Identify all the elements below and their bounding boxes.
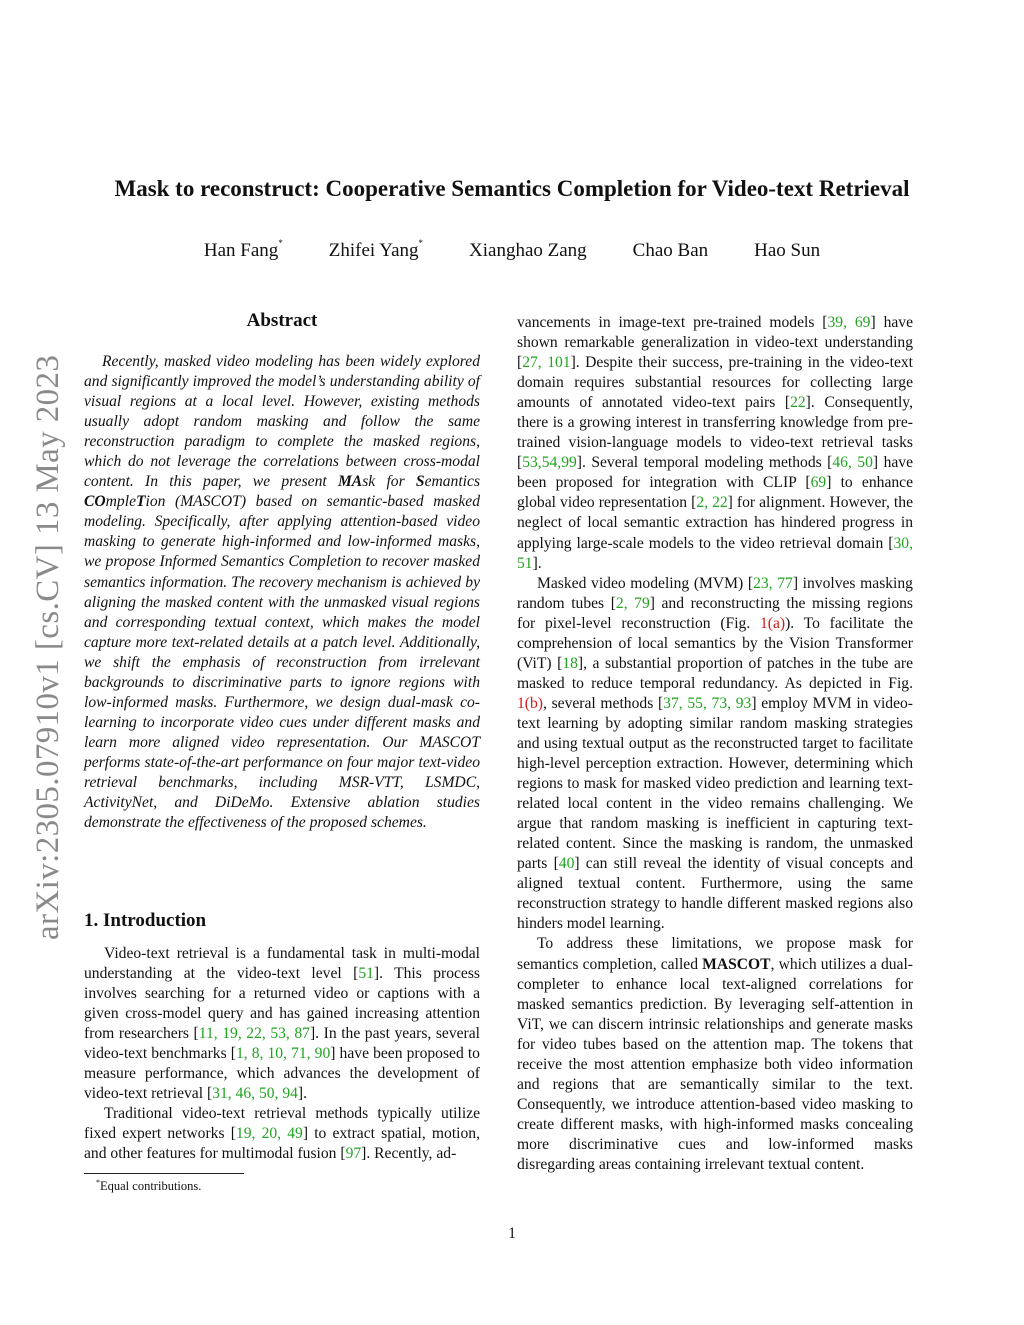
citation-link[interactable]: 97 <box>345 1145 362 1163</box>
footnote: *Equal contributions. <box>96 1178 202 1194</box>
citation-link[interactable]: 31, 46, 50, 94 <box>212 1085 298 1103</box>
citation-link[interactable]: 30, 51 <box>517 534 913 572</box>
arxiv-identifier: arXiv:2305.07910v1 [cs.CV] 13 May 2023 <box>30 354 66 940</box>
paragraph: To address these limitations, we propose mask for semantics completion, called MASCOT, which utilizes a dual-completer to enhance local text-aligned correlations for masked semantics prediction. By leveraging self-attention in ViT, we can discern intrinsic relationships and generate masks for video tubes based on the attention map. The tokens that receive the most attention emphasize both video information and regions that are semantically similar to the text. Consequently, we introduce attention-based video masking to create different masks, with high-informed masks concealing more discriminative cues and low-informed masks disregarding areas containing irrelevant textual content. <box>517 935 914 1173</box>
citation-link[interactable]: 23, 77 <box>753 574 793 592</box>
citation-link[interactable]: 1, 8, 10, 71, 90 <box>235 1045 331 1063</box>
citation-link[interactable]: 40 <box>558 855 575 873</box>
paragraph: vancements in image-text pre-trained models [39, 69] have shown remarkable generalization in video-text understanding [27, 101]. Despite their success, pre-training in the video-text domain requires substantial resources for collecting large amounts of annotated video-text pairs [22]. Consequently, there is a growing interest in transferring knowledge from pre-trained vision-language models to video-text retrieval tasks [53,54,99]. Several temporal modeling methods [46, 50] have been proposed for integration with CLIP [69] to enhance global video representation [2, 22] for alignment. However, the neglect of local semantic extraction has hindered progress in applying large-scale models to the video retrieval domain [30, 51]. <box>517 314 914 572</box>
footnote-rule <box>84 1173 244 1174</box>
paragraph: Video-text retrieval is a fundamental task in multi-modal understanding at the video-text level [51]. This process involves searching for a returned video or captions with a given cross-model query and has gained increasing attention from researchers [11, 19, 22, 53, 87]. In the past years, several video-text benchmarks [1, 8, 10, 71, 90] have been proposed to measure performance, which advances the development of video-text retrieval [31, 46, 50, 94]. <box>84 945 480 1103</box>
section-heading: 1. Introduction <box>84 910 207 931</box>
paragraph: Traditional video-text retrieval methods typically utilize fixed expert networks [19, 20, 49] to extract spatial, motion, and other features for multimodal fusion [97]. Recently, ad- <box>84 1105 480 1163</box>
paper-title: Mask to reconstruct: Cooperative Semantics Completion for Video-text Retrieval <box>114 176 910 201</box>
citation-link[interactable]: 51 <box>358 965 374 983</box>
citation-link[interactable]: 18 <box>562 654 578 672</box>
citation-link[interactable]: 69 <box>810 474 827 492</box>
citation-link[interactable]: 2, 79 <box>615 594 650 612</box>
citation-link[interactable]: 22 <box>790 394 806 412</box>
author: Zhifei Yang* <box>328 238 424 261</box>
author: Xianghao Zang <box>469 240 587 261</box>
citation-link[interactable]: 2, 22 <box>696 494 728 512</box>
introduction-body <box>84 944 480 1165</box>
citation-link[interactable]: 46, 50 <box>832 454 873 472</box>
figure-ref-link[interactable]: 1(a) <box>759 614 786 632</box>
citation-link[interactable]: 39, 69 <box>827 314 871 331</box>
author: Hao Sun <box>754 240 821 261</box>
citation-link[interactable]: 53,54,99 <box>522 454 577 472</box>
paragraph: Masked video modeling (MVM) [23, 77] involves masking random tubes [2, 79] and reconstructing the missing regions for pixel-level reconstruction (Fig. 1(a)). To facilitate the comprehension of local semantics by the Vision Transformer (ViT) [18], a substantial proportion of patches in the tube are masked to reduce temporal redundancy. As depicted in Fig. 1(b), several methods [37, 55, 73, 93] employ MVM in video-text learning by adopting similar random masking strategies and using textual output as the reconstructed target to facilitate high-level perception extraction. However, determining which regions to mask for masked video prediction and learning text-related local content in the video remains challenging. We argue that random masking is inefficient in capturing text-related content. Since the masking is random, the unmasked parts [40] can still reveal the identity of visual concepts and aligned textual content. Furthermore, using the same reconstruction strategy to handle different masked regions also hinders model learning. <box>517 574 914 933</box>
author-list <box>100 240 924 262</box>
abstract-text: Recently, masked video modeling has been widely explored and significantly improved the model’s understanding ability of visual regions at a local level. However, existing methods usually adopt random masking and follow the same reconstruction paradigm to complete the masked regions, which do not leverage the correlations between cross-modal content. In this paper, we present MAsk for Semantics COmpleTion (MASCOT) based on semantic-based masked modeling. Specifically, after applying attention-based video masking to generate high-informed and low-informed masks, we propose Informed Semantics Completion to recover masked semantics information. The recovery mechanism is achieved by aligning the masked content with the unmasked visual regions and corresponding textual context, which makes the model capture more text-related details at a patch level. Additionally, we shift the emphasis of reconstruction from irrelevant backgrounds to discriminative parts to ignore regions with low-informed masks. Furthermore, we design dual-mask co-learning to incorporate video cues under different masks and learn more aligned video representation. Our MASCOT performs state-of-the-art performance on four major text-video retrieval benchmarks, including MSR-VTT, LSMDC, ActivityNet, and DiDeMo. Extensive ablation studies demonstrate the effectiveness of the proposed schemes. <box>84 353 481 832</box>
figure-ref-link[interactable]: 1(b) <box>517 694 543 712</box>
author: Han Fang* <box>203 238 283 261</box>
citation-link[interactable]: 11, 19, 22, 53, 87 <box>198 1025 310 1043</box>
citation-link[interactable]: 19, 20, 49 <box>235 1125 303 1143</box>
page-number: 1 <box>508 1225 516 1242</box>
author: Chao Ban <box>632 240 709 261</box>
citation-link[interactable]: 27, 101 <box>522 354 571 372</box>
right-column <box>517 313 913 1175</box>
abstract-heading: Abstract <box>246 310 318 331</box>
citation-link[interactable]: 37, 55, 73, 93 <box>663 694 752 712</box>
